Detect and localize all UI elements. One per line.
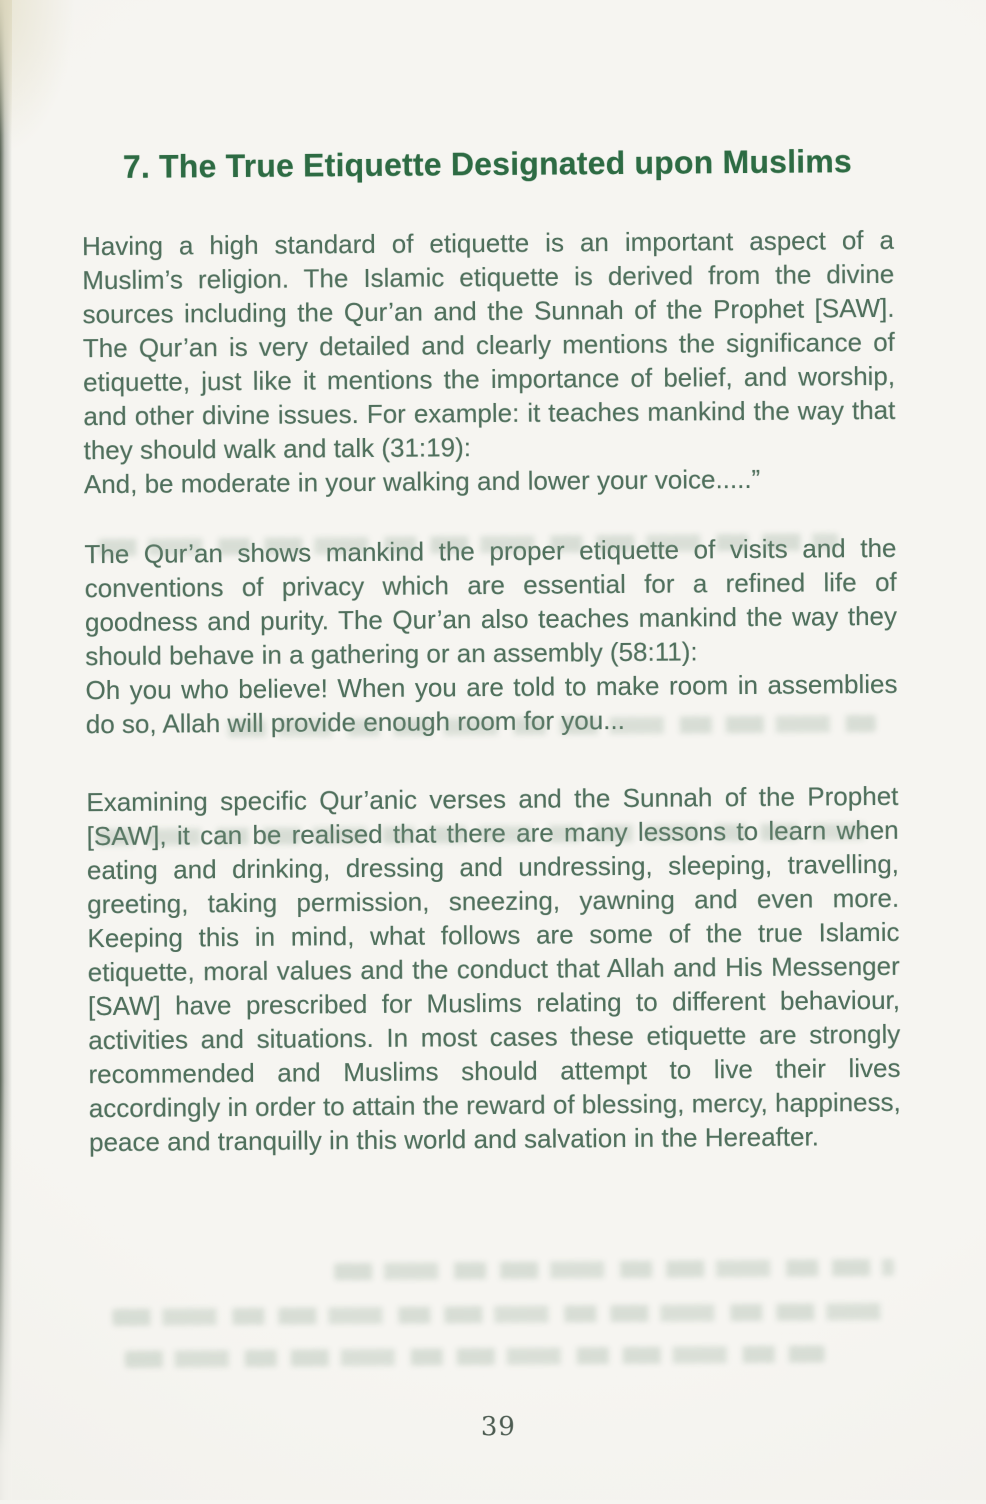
paragraph-text: The Qur’an shows mankind the proper etiquette of visits and the conventions of privacy which are essential for a refined life of goodness and purity. The Qur’an also teaches mankind the way they should behave in a gathering or an assembly (58:11):	[84, 532, 898, 672]
quran-quote-31-19: And, be moderate in your walking and lower your voice.....”	[83, 463, 761, 500]
bleed-through-text-line	[112, 1303, 888, 1326]
paragraph-block-2	[84, 531, 898, 741]
paragraph-text: Examining specific Qur’anic verses and the Sunnah of the Prophet [SAW], it can be realised that there are many lessons to learn when eating and drinking, dressing and undressing, sleeping, travelling, greeting, taking permission, sneezing, yawning and even more. Keeping this in mind, what follows are some of the true Islamic etiquette, moral values and the conduct that Allah and His Messenger [SAW] have prescribed for Muslims relating to different behaviour, activities and situations. In most cases these etiquette are strongly recommended and Muslims should attempt to live their lives accordingly in order to attain the reward of blessing, mercy, happiness, peace and tranquilly in this world and salvation in the Hereafter.	[86, 780, 901, 1158]
quran-quote-58-11: Oh you who believe! When you are told to make room in assemblies do so, Allah will provide enough room for you...	[85, 668, 898, 740]
paragraph-block-1	[82, 223, 896, 501]
page-number: 39	[480, 1411, 516, 1443]
bleed-through-text-line	[334, 1259, 894, 1280]
text-column	[81, 143, 901, 1159]
paragraph-block-3	[86, 779, 901, 1159]
chapter-title: 7. The True Etiquette Designated upon Muslims	[122, 143, 853, 185]
paragraph-text: Having a high standard of etiquette is an important aspect of a Muslim’s religion. The Islamic etiquette is derived from the divine sources including the Qur’an and the Sunnah of the Prophet [SAW]. The Qur’an is very detailed and clearly mentions the significance of etiquette, just like it mentions the importance of belief, and worship, and other divine issues. For example: it teaches mankind the way that they should walk and talk (31:19):	[81, 224, 896, 466]
bleed-through-text-line	[125, 1345, 825, 1367]
